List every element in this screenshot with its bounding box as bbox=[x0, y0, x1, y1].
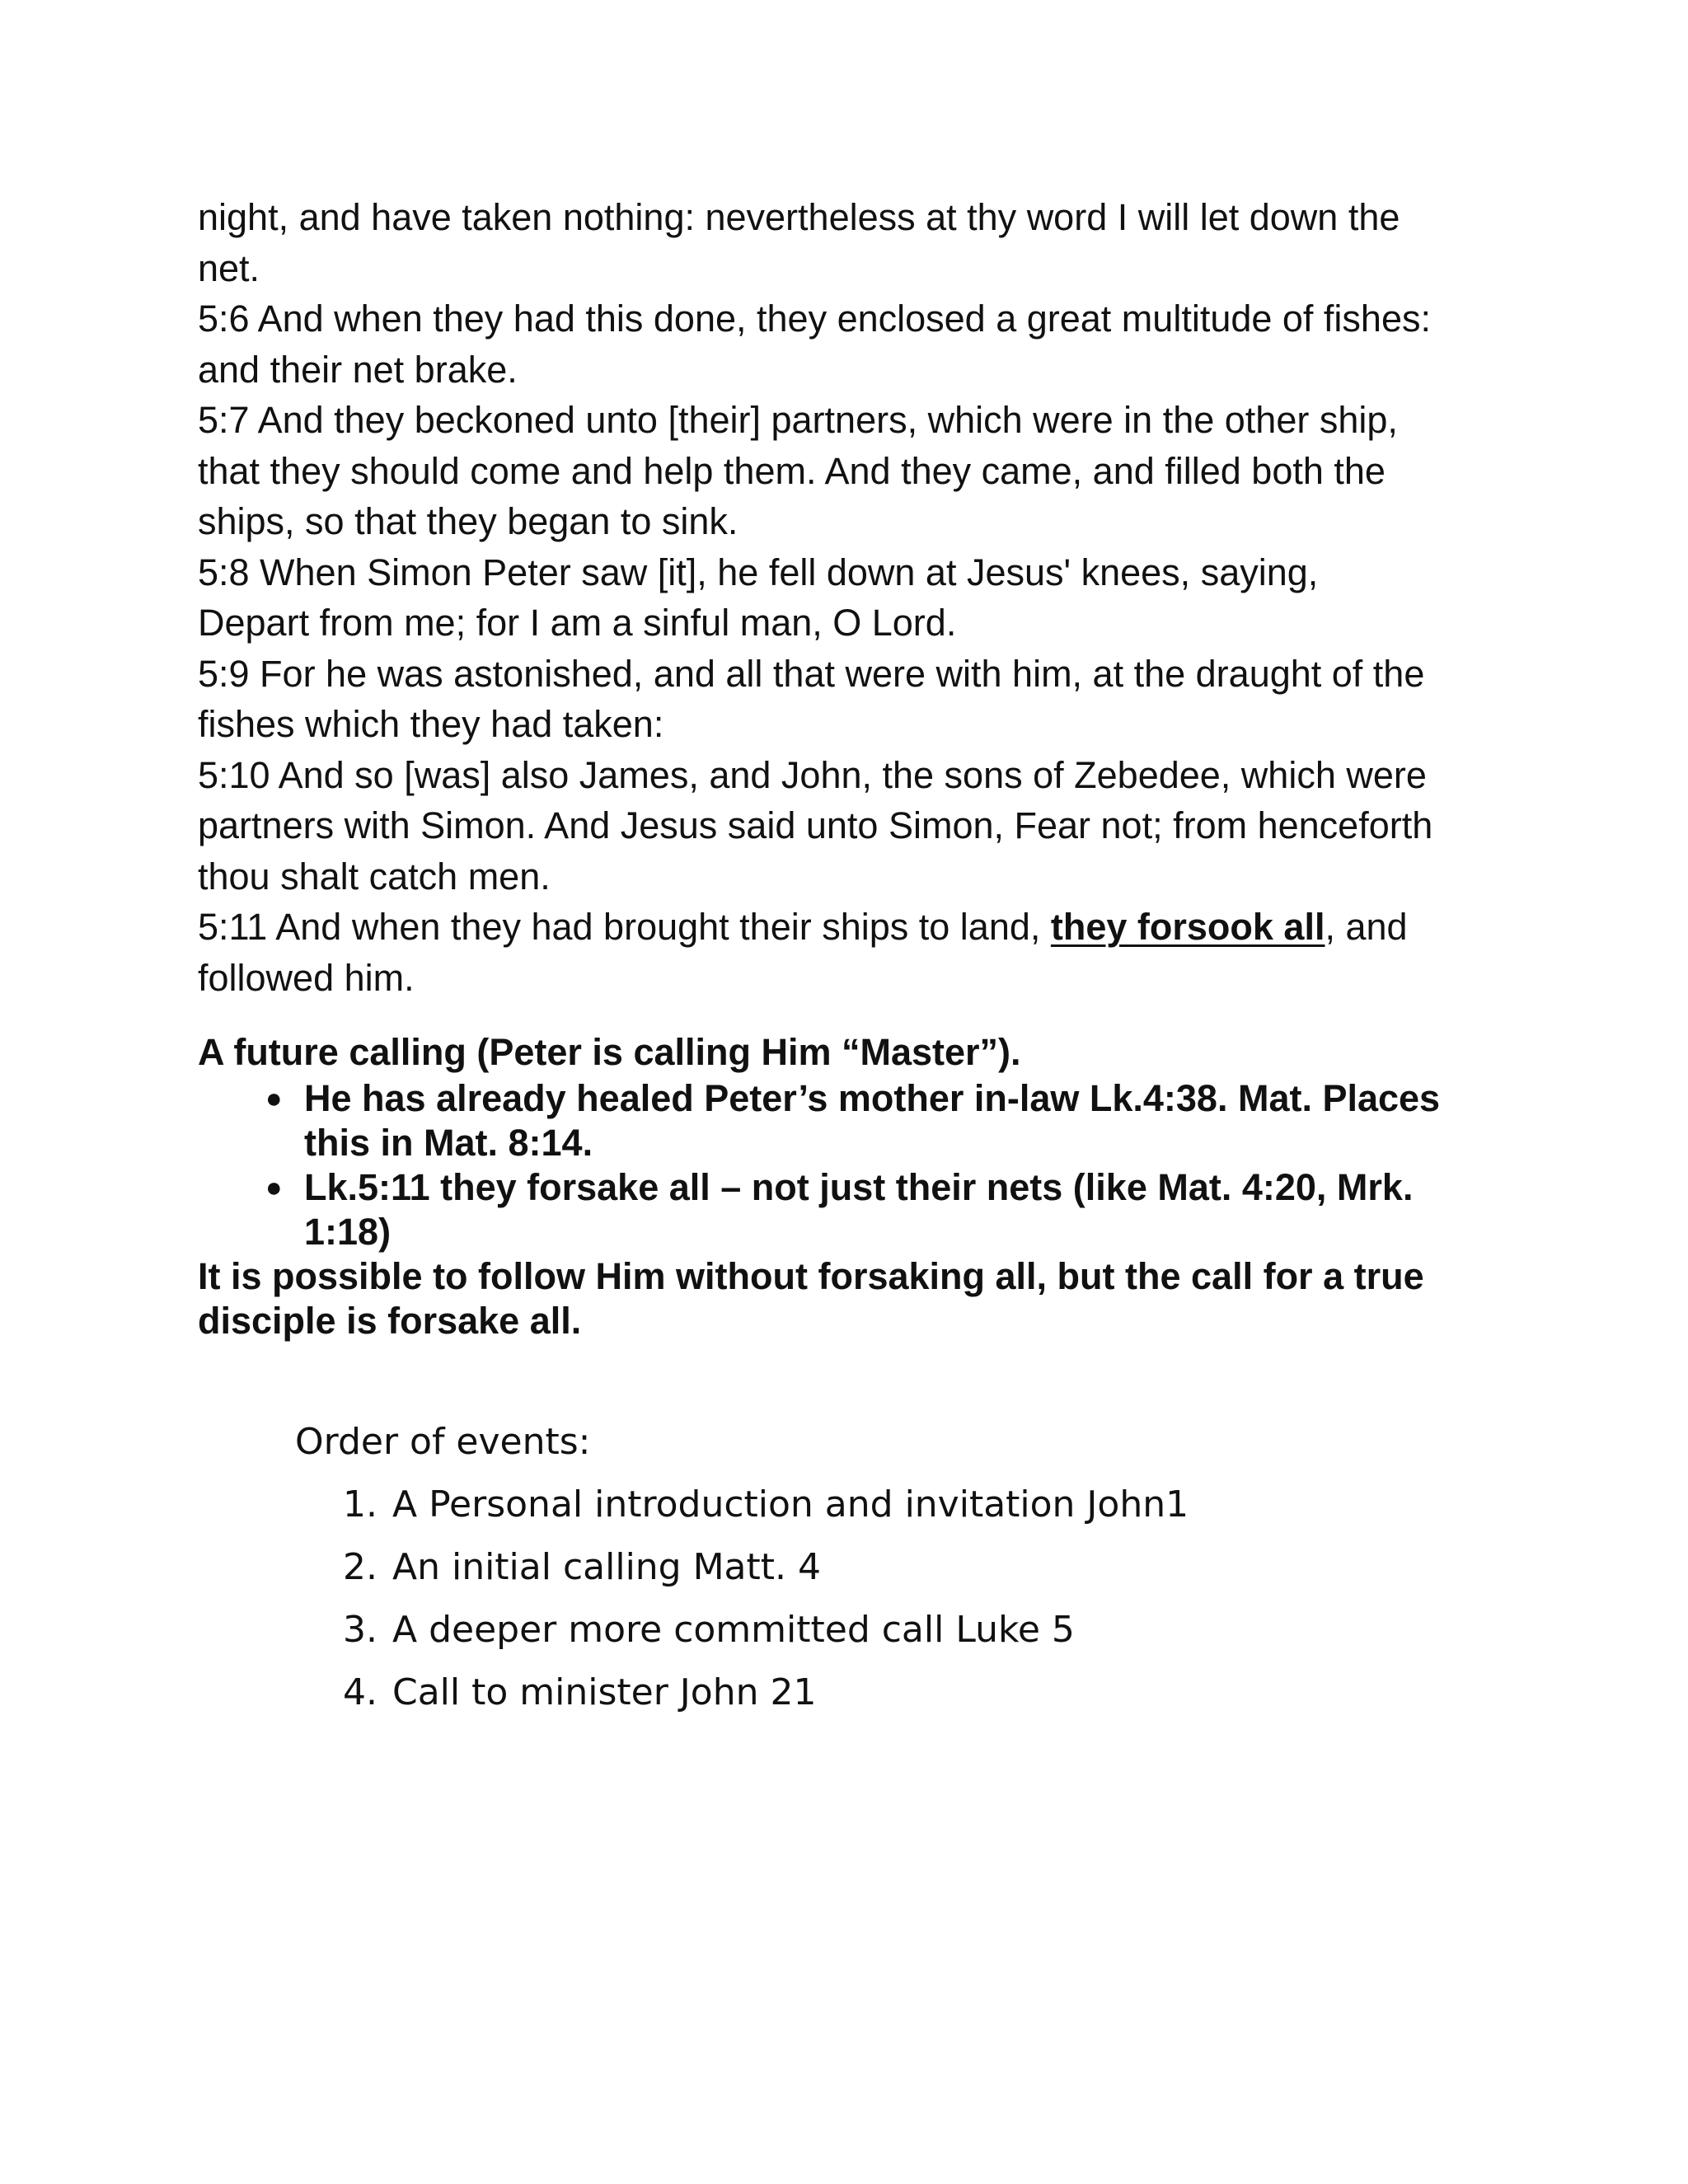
scripture-line: partners with Simon. And Jesus said unto Simon, Fear not; from henceforth bbox=[198, 804, 1433, 846]
order-title: Order of events: bbox=[295, 1421, 591, 1463]
scripture-line: fishes which they had taken: bbox=[198, 703, 664, 745]
list-item bbox=[295, 1661, 1189, 1724]
item-text: A Personal introduction and invitation John1 bbox=[392, 1483, 1189, 1526]
scripture-line: 5:9 For he was astonished, and all that were with him, at the draught of the bbox=[198, 652, 1425, 695]
bullet-text: 1:18) bbox=[304, 1211, 392, 1253]
list-item bbox=[295, 1474, 1189, 1536]
bullet-icon: ● bbox=[265, 1172, 283, 1203]
notes-heading: A future calling (Peter is calling Him “Master”). bbox=[198, 1031, 1021, 1073]
scripture-line: thou shalt catch men. bbox=[198, 855, 551, 898]
list-item bbox=[295, 1536, 1189, 1599]
scripture-line: 5:8 When Simon Peter saw [it], he fell down at Jesus' knees, saying, bbox=[198, 551, 1319, 593]
bullet-icon: ● bbox=[265, 1083, 283, 1114]
verse-5-11 bbox=[198, 902, 1500, 953]
item-number: 3. bbox=[343, 1609, 377, 1651]
bullet-text: this in Mat. 8:14. bbox=[304, 1122, 593, 1164]
conclusion-line: It is possible to follow Him without forsaking all, but the call for a true bbox=[198, 1255, 1424, 1297]
order-list bbox=[295, 1474, 1189, 1724]
verse-5-11-start: 5:11 And when they had brought their ships to land, bbox=[198, 906, 1051, 948]
item-text: An initial calling Matt. 4 bbox=[392, 1546, 821, 1588]
list-item bbox=[198, 1165, 1517, 1254]
conclusion-line: disciple is forsake all. bbox=[198, 1300, 582, 1342]
item-number: 2. bbox=[343, 1546, 377, 1588]
bullet-text: He has already healed Peter’s mother in-law Lk.4:38. Mat. Places bbox=[304, 1077, 1441, 1119]
bullet-text: Lk.5:11 they forsake all – not just their nets (like Mat. 4:20, Mrk. bbox=[304, 1166, 1414, 1208]
scripture-line: night, and have taken nothing: nevertheless at thy word I will let down the bbox=[198, 196, 1400, 238]
notes-conclusion bbox=[198, 1254, 1517, 1343]
study-notes bbox=[198, 1029, 1517, 1343]
list-item bbox=[198, 1076, 1517, 1165]
order-of-events bbox=[295, 1411, 1189, 1724]
scripture-line: that they should come and help them. And they came, and filled both the bbox=[198, 449, 1386, 492]
verse-5-11-continuation: followed him. bbox=[198, 956, 415, 999]
scripture-line: 5:6 And when they had this done, they enclosed a great multitude of fishes: bbox=[198, 298, 1431, 340]
highlighted-phrase: they forsook all bbox=[1050, 906, 1325, 948]
scripture-passage bbox=[198, 192, 1500, 1003]
item-number: 1. bbox=[343, 1483, 377, 1526]
item-text: A deeper more committed call Luke 5 bbox=[392, 1609, 1075, 1651]
list-item bbox=[295, 1599, 1189, 1661]
scripture-line: ships, so that they began to sink. bbox=[198, 500, 738, 542]
scripture-line: 5:7 And they beckoned unto [their] partners, which were in the other ship, bbox=[198, 399, 1398, 441]
scripture-line: and their net brake. bbox=[198, 348, 518, 391]
item-number: 4. bbox=[343, 1671, 377, 1713]
scripture-line: Depart from me; for I am a sinful man, O Lord. bbox=[198, 602, 957, 644]
scripture-line: net. bbox=[198, 246, 260, 289]
notes-bullet-list bbox=[198, 1076, 1517, 1254]
scripture-line: 5:10 And so [was] also James, and John, the sons of Zebedee, which were bbox=[198, 753, 1427, 796]
item-text: Call to minister John 21 bbox=[392, 1671, 817, 1713]
verse-5-11-end: , and bbox=[1325, 906, 1408, 948]
